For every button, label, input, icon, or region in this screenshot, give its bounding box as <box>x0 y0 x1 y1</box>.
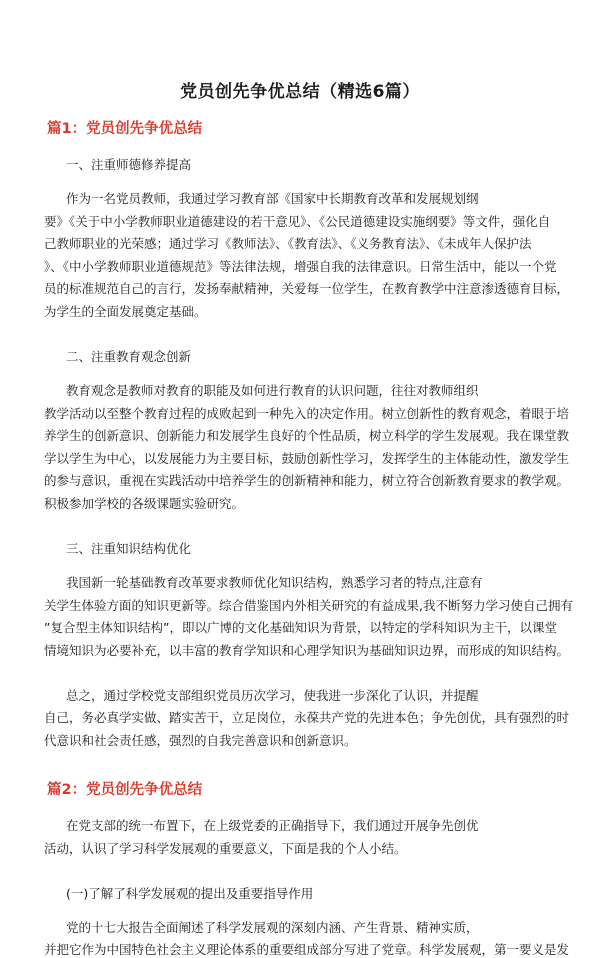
paragraph-line: 养学生的创新意识、创新能力和发展学生良好的个性品质，树立科学的学生发展观。我在课堂教 <box>44 428 570 444</box>
paragraph-line: 为学生的全面发展奠定基础。 <box>44 304 207 319</box>
paragraph-line: 积极参加学校的各级课题实验研究。 <box>44 496 245 511</box>
paragraph-line: 代意识和社会责任感，强烈的自我完善意识和创新意识。 <box>44 733 357 748</box>
paragraph-line: 作为一名党员教师，我通过学习教育部《国家中长期教育改革和发展规划纲 <box>66 191 479 206</box>
paragraph-line: 的参与意识，重视在实践活动中培养学生的创新精神和能力，树立符合创新教育要求的教学观。 <box>44 473 570 489</box>
subheading: 二、注重教育观念创新 <box>66 349 192 364</box>
paragraph-line: 并把它作为中国特色社会主义理论体系的重要组成部分写进了党章。科学发展观，第一要义是发 <box>44 942 570 958</box>
paragraph-line: ”复合型主体知识结构”，即以广博的文化基础知识为背景，以特定的学科知识为主干，以课堂 <box>44 620 557 636</box>
paragraph-line: 要》《关于中小学教师职业道德建设的若干意见》、《公民道德建设实施纲要》等文件，强化自 <box>44 213 551 229</box>
paragraph-line: 教育观念是教师对教育的职能及如何进行教育的认识问题，往往对教师组织 <box>66 383 479 398</box>
paragraph-line: 关学生体验方面的知识更新等。综合借鉴国内外相关研究的有益成果,我不断努力学习使自己拥有 <box>44 597 573 613</box>
paragraph-line: 我国新一轮基础教育改革要求教师优化知识结构，熟悉学习者的特点,注意有 <box>66 575 483 590</box>
paragraph-line: 总之，通过学校党支部组织党员历次学习，使我进一步深化了认识，并提醒 <box>66 687 479 703</box>
paragraph-line: 》、《中小学教师职业道德规范》等法律法规，增强自我的法律意识。日常生活中，能以一个党 <box>44 258 557 274</box>
section-heading: 篇2：党员创先争优总结 <box>47 782 203 798</box>
subheading: (一)了解了科学发展观的提出及重要指导作用 <box>66 885 314 901</box>
paragraph-line: 教学活动以至整个教育过程的成败起到一种先入的决定作用。树立创新性的教育观念，着眼于培 <box>44 405 570 421</box>
paragraph-line: 情境知识为必要补充，以丰富的教育学知识和心理学知识为基础知识边界，而形成的知识结构。 <box>44 642 570 658</box>
paragraph-line: 活动，认识了学习科学发展观的重要意义，下面是我的个人小结。 <box>44 840 407 856</box>
paragraph-line: 自己，务必真学实做、踏实苦干，立足岗位，永葆共产党的先进本色；争先创优，具有强烈的时 <box>44 710 570 726</box>
paragraph-line: 在党支部的统一布置下，在上级党委的正确指导下，我们通过开展争先创优 <box>66 818 479 833</box>
subheading: 一、注重师德修养提高 <box>66 157 192 172</box>
paragraph-line: 党的十七大报告全面阐述了科学发展观的深刻内涵、产生背景、精神实质， <box>66 919 479 935</box>
document-title: 党员创先争优总结（精选6篇） <box>180 82 420 102</box>
paragraph-line: 己教师职业的光荣感；通过学习《教师法》、《教育法》、《义务教育法》、《未成年人保护法 <box>44 236 532 252</box>
paragraph-line: 员的标准规范自己的言行，发扬奉献精神，关爱每一位学生，在教育教学中注意渗透德育目标， <box>44 281 570 297</box>
section-heading: 篇1：党员创先争优总结 <box>47 121 203 137</box>
subheading: 三、注重知识结构优化 <box>66 541 192 556</box>
paragraph-line: 学以学生为中心，以发展能力为主要目标，鼓励创新性学习，发挥学生的主体能动性，激发学生 <box>44 450 570 466</box>
